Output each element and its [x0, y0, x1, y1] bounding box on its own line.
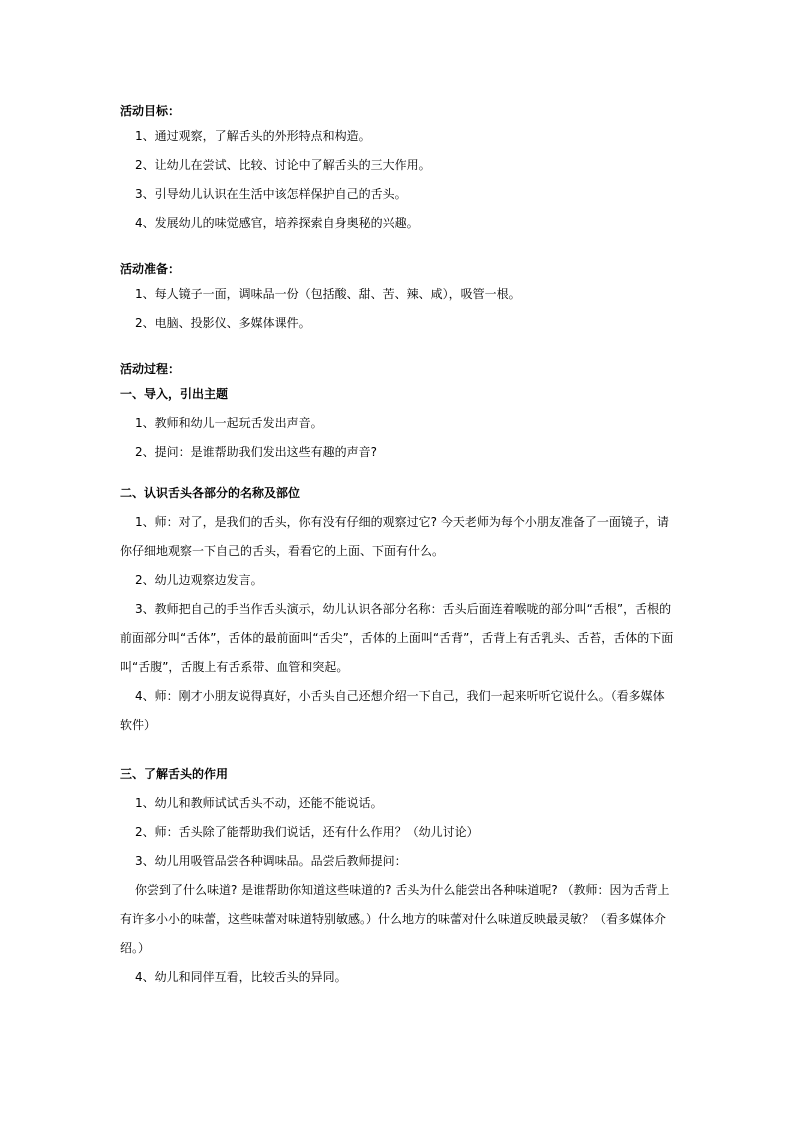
section2-item: 1、师：对了，是我们的舌头，你有没有仔细的观察过它? 今天老师为每个小朋友准备了一面镜子，请你仔细地观察一下自己的舌头，看看它的上面、下面有什么。: [120, 515, 669, 558]
section3-paragraph: 你尝到了什么味道? 是谁帮助你知道这些味道的? 舌头为什么能尝出各种味道呢? （教师：因为舌背上有许多小小的味蕾，这些味蕾对味道特别敏感。）什么地方的味蕾对什么味道反映最灵敏？（看多媒体介绍。）: [120, 883, 670, 955]
prep-item: 2、电脑、投影仪、多媒体课件。: [135, 316, 311, 330]
section2-item: 3、教师把自己的手当作舌头演示，幼儿认识各部分名称：舌头后面连着喉咙的部分叫“舌根”，舌根的前面部分叫“舌体”，舌体的最前面叫“舌尖”，舌体的上面叫“舌背”，舌背上有舌乳头、舌苔，舌体的下面叫“舌腹”，舌腹上有舌系带、血管和突起。: [120, 602, 674, 674]
goal-item: 4、发展幼儿的味觉感官，培养探索自身奥秘的兴趣。: [135, 216, 419, 230]
section3-title: 三、了解舌头的作用: [120, 767, 229, 781]
goal-item: 3、引导幼儿认识在生活中该怎样保护自己的舌头。: [135, 187, 407, 201]
section3-item: 3、幼儿用吸管品尝各种调味品。品尝后教师提问：: [135, 854, 407, 868]
section3-item: 4、幼儿和同伴互看，比较舌头的异同。: [135, 970, 347, 984]
section3-item: 1、幼儿和教师试试舌头不动，还能不能说话。: [135, 796, 383, 810]
document-body: [120, 100, 675, 992]
section3-item: 2、师：舌头除了能帮助我们说话，还有什么作用？（幼儿讨论）: [135, 825, 479, 839]
prep-heading: 活动准备：: [120, 262, 181, 276]
goals-heading: 活动目标：: [120, 104, 181, 118]
process-heading: 活动过程：: [120, 362, 181, 376]
goal-item: 1、通过观察，了解舌头的外形特点和构造。: [135, 129, 371, 143]
section2-item: 4、师：刚才小朋友说得真好，小舌头自己还想介绍一下自己，我们一起来听听它说什么。（看多媒体软件）: [120, 689, 665, 732]
section1-item: 2、提问：是谁帮助我们发出这些有趣的声音?: [135, 445, 378, 459]
section1-title: 一、导入，引出主题: [120, 387, 229, 401]
section2-item: 2、幼儿边观察边发言。: [135, 573, 263, 587]
section2-title: 二、认识舌头各部分的名称及部位: [120, 486, 301, 500]
goal-item: 2、让幼儿在尝试、比较、讨论中了解舌头的三大作用。: [135, 158, 431, 172]
prep-item: 1、每人镜子一面，调味品一份（包括酸、甜、苦、辣、咸），吸管一根。: [135, 287, 521, 301]
section1-item: 1、教师和幼儿一起玩舌发出声音。: [135, 416, 323, 430]
